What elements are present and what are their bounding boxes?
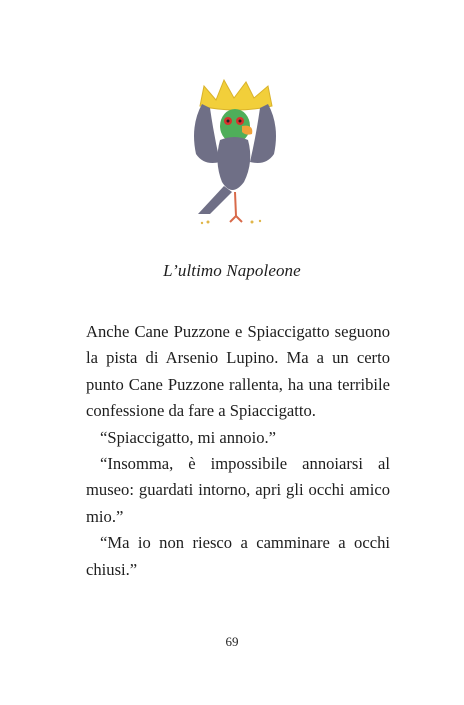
pigeon-tail (198, 186, 232, 214)
right-wing (250, 104, 276, 163)
paragraph: “Spiaccigatto, mi annoio.” (100, 427, 277, 447)
chapter-title: L’ultimo Napoleone (163, 261, 301, 280)
page-number: 69 (225, 634, 239, 649)
paragraph: “Ma io non riesco a camminare a occhi chiusi.” (86, 533, 390, 579)
pigeon-body (217, 137, 250, 190)
paragraph: Anche Cane Puzzone e Spiaccigatto seguono la pista di Arsenio Lupino. Ma a un certo punto Cane Puzzone rallenta, ha una terribile confessione da fare a Spiaccigatto. (86, 322, 390, 421)
crown-icon (200, 80, 272, 110)
crowned-pigeon-illustration (180, 76, 290, 232)
paragraph: “Insomma, è impossibile annoiarsi al museo: guardati intorno, apri gli occhi amico mio.” (86, 454, 390, 526)
left-wing (194, 104, 220, 163)
pigeon-legs (230, 192, 242, 222)
chapter-body (86, 319, 390, 583)
